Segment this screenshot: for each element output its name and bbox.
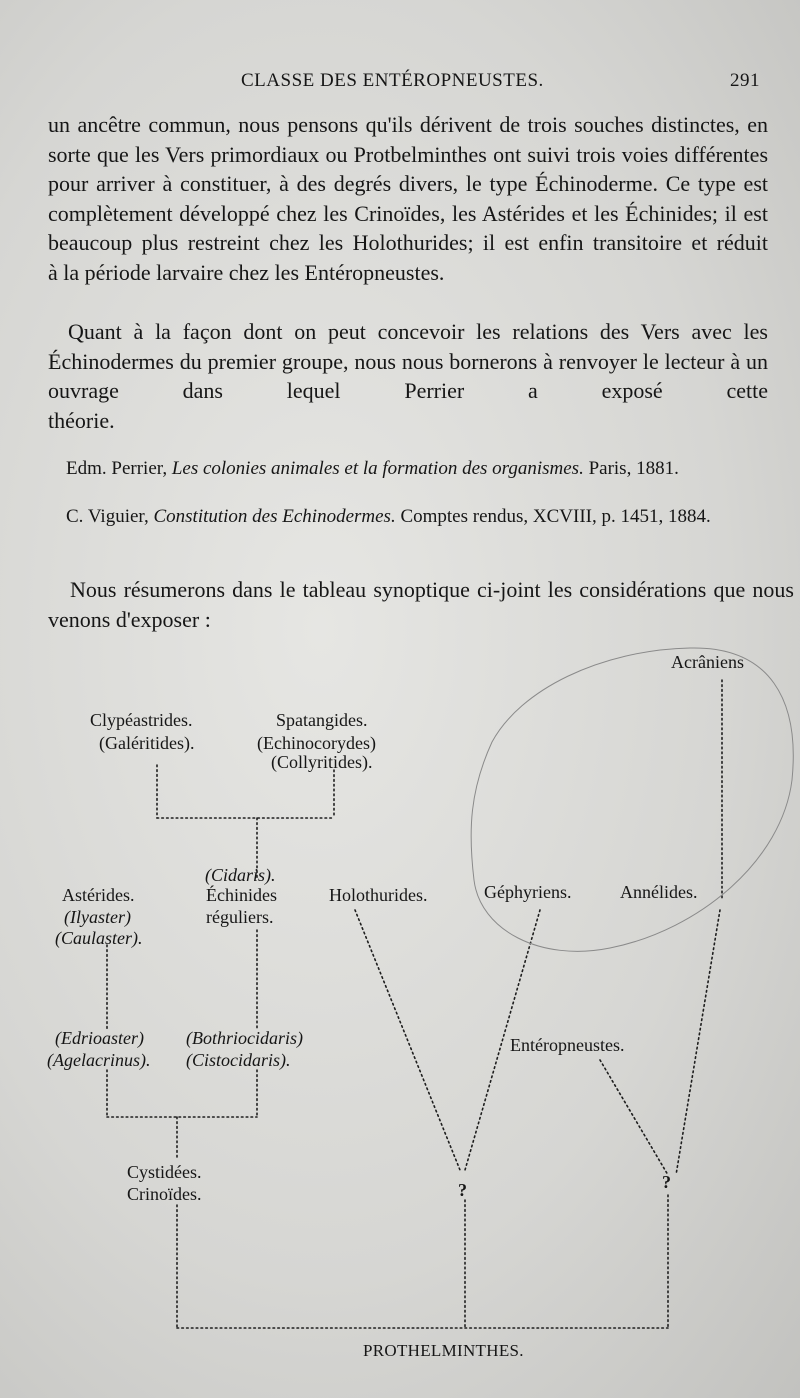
- label-clypeastrides: Clypéastrides.: [90, 710, 193, 730]
- label-edrioaster: [55, 1028, 144, 1048]
- label-collyritides: (Collyritides).: [271, 752, 373, 772]
- root-label: PROTHELMINTHES.: [363, 1341, 524, 1360]
- reference-2-rest: Comptes rendus, XCVIII, p. 1451, 1884.: [395, 506, 711, 527]
- label-echinocorydes: (Echinocorydes): [257, 733, 376, 753]
- label-annelides: Annélides.: [620, 882, 698, 902]
- reference-1-title: Les colonies animales et la formation des organismes.: [171, 458, 584, 479]
- label-crinoides: Crinoïdes.: [127, 1184, 202, 1204]
- label-cidaris: [205, 865, 276, 885]
- label-reguliers: réguliers.: [206, 907, 274, 927]
- label-cidaris-text: (Cidaris).: [205, 865, 276, 885]
- line-holothurides: [355, 910, 460, 1170]
- line-enteropneustes: [600, 1060, 668, 1175]
- label-caulaster: [55, 928, 143, 948]
- label-edrioaster-text: (Edrioaster): [55, 1028, 144, 1048]
- pencil-oval: [471, 648, 793, 951]
- question-mark-2: ?: [662, 1172, 671, 1192]
- reference-2-author: C. Viguier,: [66, 506, 154, 527]
- summary-text: Nous résumerons dans le tableau synoptique ci-joint les considérations que nous venons d'exposer :: [48, 577, 794, 632]
- label-enteropneustes: Entéropneustes.: [510, 1035, 625, 1055]
- line-annelides-v: [676, 910, 720, 1175]
- reference-2-title: Constitution des Echinodermes.: [153, 506, 396, 527]
- label-cistocidaris: [186, 1050, 291, 1070]
- label-agelacrinus: [47, 1050, 150, 1070]
- question-mark-1: ?: [458, 1180, 467, 1200]
- page-number: 291: [730, 70, 760, 91]
- label-cistocidaris-text: (Cistocidaris).: [186, 1050, 291, 1070]
- label-acraniens: Acrâniens: [671, 652, 744, 672]
- reference-1-rest: Paris, 1881.: [583, 458, 679, 479]
- reference-1-author: Edm. Perrier,: [66, 458, 172, 479]
- label-bothriocidaris: [186, 1028, 303, 1048]
- paragraph-2-last-line: théorie.: [48, 407, 115, 433]
- label-caulaster-text: (Caulaster).: [55, 928, 143, 948]
- running-header: CLASSE DES ENTÉROPNEUSTES.: [241, 70, 544, 91]
- paragraph-1-last-line: à la période larvaire chez les Entéropneustes.: [48, 259, 445, 285]
- label-echinides: Échinides: [206, 885, 277, 905]
- line-asteroid-stems: [107, 1070, 257, 1117]
- label-asterides: Astérides.: [62, 885, 135, 905]
- paragraph-2-body: Quant à la façon dont on peut concevoir les relations des Vers avec les Échinodermes du premier groupe, nous nous bornerons à renvoyer le lecteur à un ouvrage dans lequel Perrier a exposé cette: [48, 319, 768, 403]
- label-galeritides: (Galéritides).: [99, 733, 195, 753]
- label-ilyaster-text: (Ilyaster): [64, 907, 131, 927]
- paragraph-1-body: un ancêtre commun, nous pensons qu'ils dérivent de trois souches distinctes, en sorte que les Vers primordiaux ou Protbelminthes ont suivi trois voies différentes pour arriver à constituer, à des degrés divers, le type Échinoderme. Ce type est complètement développé chez les Crinoïdes, les Astérides et les Échinides; il est beaucoup plus restreint chez les Holothurides; il est enfin transitoire et réduit: [48, 112, 768, 255]
- label-cystidees: Cystidées.: [127, 1162, 202, 1182]
- label-bothriocidaris-text: (Bothriocidaris): [186, 1028, 303, 1048]
- label-gephyriens: Géphyriens.: [484, 882, 572, 902]
- label-ilyaster: [64, 907, 131, 927]
- label-agelacrinus-text: (Agelacrinus).: [47, 1050, 151, 1070]
- label-holothurides: Holothurides.: [329, 885, 428, 905]
- label-spatangides: Spatangides.: [276, 710, 368, 730]
